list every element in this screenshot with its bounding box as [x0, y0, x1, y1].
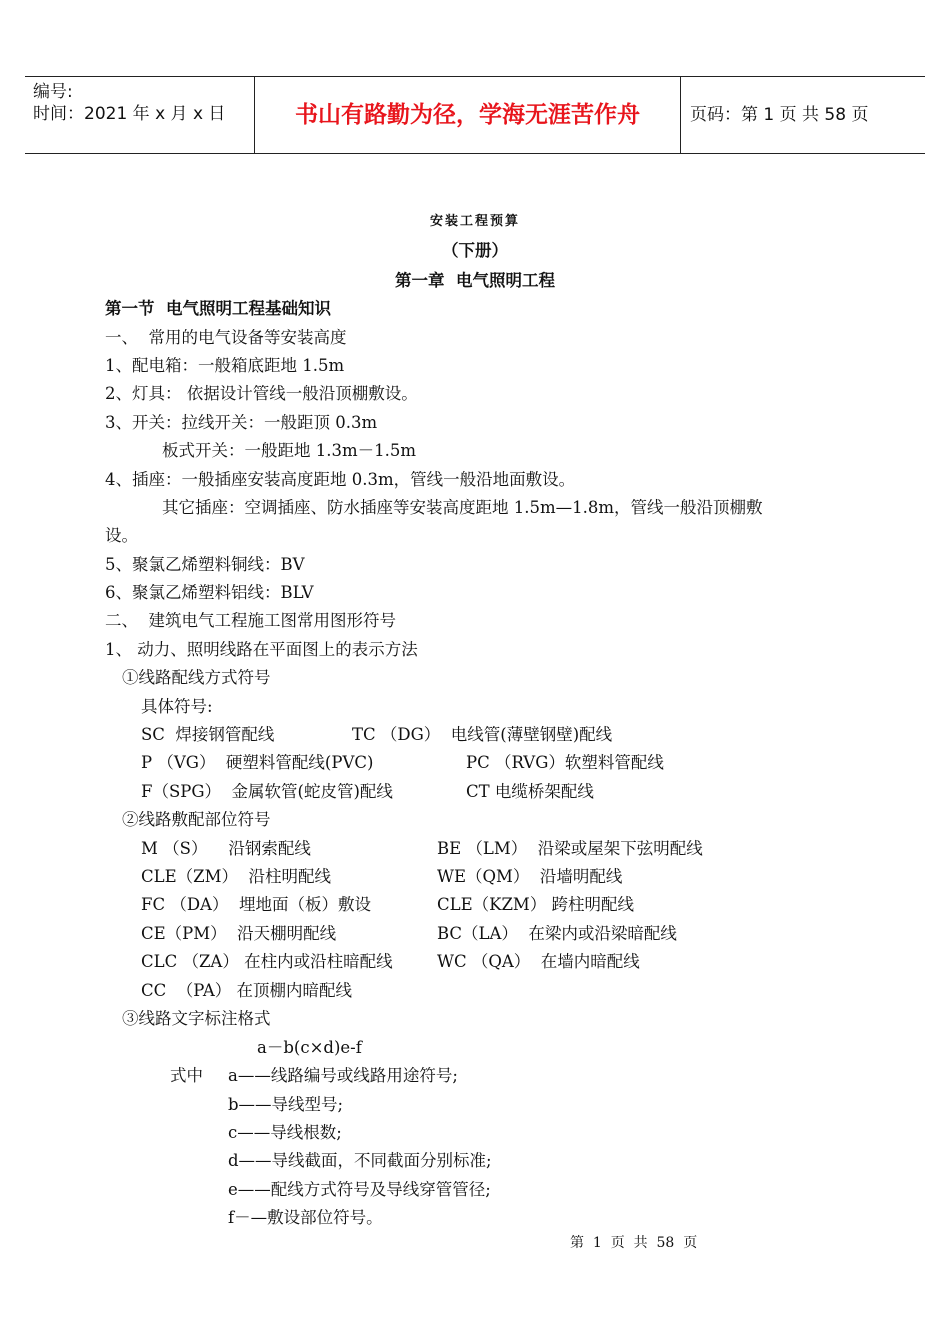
- text-line: 板式开关：一般距地 1.3m－1.5m: [162, 441, 417, 460]
- text-line: 1、配电箱：一般箱底距地 1.5m: [105, 356, 345, 375]
- where-label: 式中: [170, 1066, 203, 1085]
- definition-item: e——配线方式符号及导线穿管管径;: [228, 1180, 491, 1199]
- definition-item: d——导线截面，不同截面分别标准;: [228, 1151, 492, 1170]
- formula: a－b(c×d)e-f: [257, 1038, 362, 1057]
- text-line: 3、开关：拉线开关：一般距顶 0.3m: [105, 413, 378, 432]
- text-line: 5、聚氯乙烯塑料铜线：BV: [105, 555, 305, 574]
- document-number-label: 编号:: [33, 82, 73, 102]
- wiring-method-item: CT 电缆桥架配线: [466, 782, 594, 801]
- text-line: 设。: [105, 526, 138, 545]
- text-line: 6、聚氯乙烯塑料铝线：BLV: [105, 583, 314, 602]
- laying-position-item: CLE（KZM） 跨柱明配线: [437, 895, 635, 914]
- laying-position-item: WE（QM） 沿墙明配线: [437, 867, 623, 886]
- text-line: 2、灯具： 依据设计管线一般沿顶棚敷设。: [105, 384, 418, 403]
- text-line: 1、 动力、照明线路在平面图上的表示方法: [105, 640, 418, 659]
- wiring-method-item: F（SPG） 金属软管(蛇皮管)配线: [141, 782, 393, 801]
- laying-position-item: M （S） 沿钢索配线: [141, 839, 311, 858]
- laying-position-item: CLE（ZM） 沿柱明配线: [141, 867, 331, 886]
- subheading: ①线路配线方式符号: [122, 668, 271, 687]
- wiring-method-item: TC （DG） 电线管(薄壁钢壁)配线: [352, 725, 613, 744]
- laying-position-item: FC （DA） 埋地面（板）敷设: [141, 895, 371, 914]
- subheading: ②线路敷配部位符号: [122, 810, 271, 829]
- header-page-info: 页码：第 1 页 共 58 页: [690, 105, 869, 125]
- definition-item: f－—敷设部位符号。: [228, 1208, 383, 1227]
- text-line: 4、插座：一般插座安装高度距地 0.3m，管线一般沿地面敷设。: [105, 470, 576, 489]
- page-footer: 第 1 页 共 58 页: [570, 1235, 698, 1251]
- subheading: ③线路文字标注格式: [122, 1009, 271, 1028]
- volume-label: （下册）: [442, 241, 508, 260]
- header-motto: 书山有路勤为径，学海无涯苦作舟: [255, 77, 681, 153]
- text-line: 具体符号:: [141, 697, 213, 716]
- document-title: 安装工程预算: [429, 214, 520, 229]
- text-line: 二、 建筑电气工程施工图常用图形符号: [105, 611, 396, 630]
- definition-item: a——线路编号或线路用途符号;: [228, 1066, 458, 1085]
- laying-position-item: CC （PA） 在顶棚内暗配线: [141, 981, 352, 1000]
- laying-position-item: BE （LM） 沿梁或屋架下弦明配线: [437, 839, 703, 858]
- laying-position-item: CE（PM） 沿天棚明配线: [141, 924, 337, 943]
- laying-position-item: BC（LA） 在梁内或沿梁暗配线: [437, 924, 677, 943]
- page-header: [25, 76, 925, 154]
- chapter-heading: 第一章 电气照明工程: [395, 271, 555, 290]
- laying-position-item: CLC （ZA） 在柱内或沿柱暗配线: [141, 952, 393, 971]
- text-line: 一、 常用的电气设备等安装高度: [105, 328, 347, 347]
- laying-position-item: WC （QA） 在墙内暗配线: [437, 952, 640, 971]
- wiring-method-item: PC （RVG）软塑料管配线: [466, 753, 664, 772]
- wiring-method-item: P （VG） 硬塑料管配线(PVC): [141, 753, 374, 772]
- text-line: 其它插座：空调插座、防水插座等安装高度距地 1.5m—1.8m，管线一般沿顶棚敷: [162, 498, 763, 517]
- definition-item: c——导线根数;: [228, 1123, 342, 1142]
- section-heading: 第一节 电气照明工程基础知识: [105, 299, 331, 318]
- header-meta: [25, 77, 255, 153]
- wiring-method-item: SC 焊接钢管配线: [141, 725, 275, 744]
- document-time-label: 时间：2021 年 x 月 x 日: [33, 104, 226, 124]
- definition-item: b——导线型号;: [228, 1095, 344, 1114]
